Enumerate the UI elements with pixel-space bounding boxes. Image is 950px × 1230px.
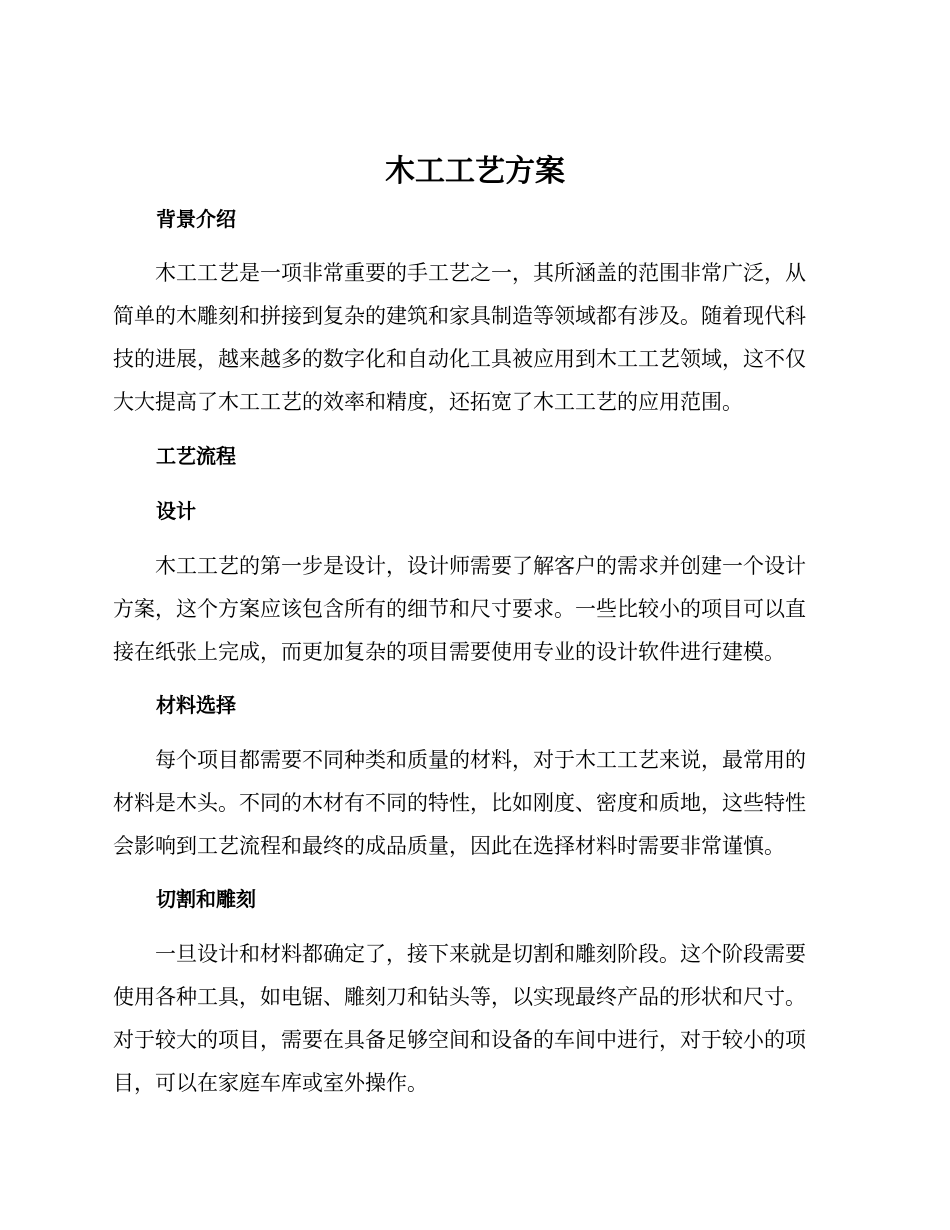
page-title: 木工工艺方案 <box>385 154 565 189</box>
paragraph-line: 技的进展，越来越多的数字化和自动化工具被应用到木工工艺领域，这不仅 <box>113 347 806 371</box>
paragraph-line: 方案，这个方案应该包含所有的细节和尺寸要求。一些比较小的项目可以直 <box>113 597 806 621</box>
paragraph-cutting <box>113 933 833 1105</box>
section-heading-process: 工艺流程 <box>156 444 236 468</box>
paragraph-line: 木工工艺是一项非常重要的手工艺之一，其所涵盖的范围非常广泛，从 <box>155 261 806 285</box>
paragraph-line: 木工工艺的第一步是设计，设计师需要了解客户的需求并创建一个设计 <box>155 554 806 578</box>
section-heading-cutting: 切割和雕刻 <box>156 887 256 911</box>
paragraph-line: 使用各种工具，如电锯、雕刻刀和钻头等，以实现最终产品的形状和尺寸。 <box>113 985 806 1009</box>
paragraph-design <box>113 545 833 674</box>
paragraph-line: 大大提高了木工工艺的效率和精度，还拓宽了木工工艺的应用范围。 <box>113 390 743 414</box>
paragraph-line: 简单的木雕刻和拼接到复杂的建筑和家具制造等领域都有涉及。随着现代科 <box>113 304 806 328</box>
paragraph-line: 会影响到工艺流程和最终的成品质量，因此在选择材料时需要非常谨慎。 <box>113 834 785 858</box>
paragraph-line: 一旦设计和材料都确定了，接下来就是切割和雕刻阶段。这个阶段需要 <box>155 942 806 966</box>
paragraph-line: 目，可以在家庭车库或室外操作。 <box>113 1071 428 1095</box>
paragraph-line: 接在纸张上完成，而更加复杂的项目需要使用专业的设计软件进行建模。 <box>113 640 785 664</box>
paragraph-line: 材料是木头。不同的木材有不同的特性，比如刚度、密度和质地，这些特性 <box>113 791 806 815</box>
section-heading-materials: 材料选择 <box>156 693 236 717</box>
section-heading-background: 背景介绍 <box>156 207 236 231</box>
paragraph-background <box>113 252 833 424</box>
paragraph-line: 每个项目都需要不同种类和质量的材料，对于木工工艺来说，最常用的 <box>155 748 806 772</box>
paragraph-materials <box>113 739 833 868</box>
section-heading-design: 设计 <box>156 499 196 523</box>
paragraph-line: 对于较大的项目，需要在具备足够空间和设备的车间中进行，对于较小的项 <box>113 1028 806 1052</box>
